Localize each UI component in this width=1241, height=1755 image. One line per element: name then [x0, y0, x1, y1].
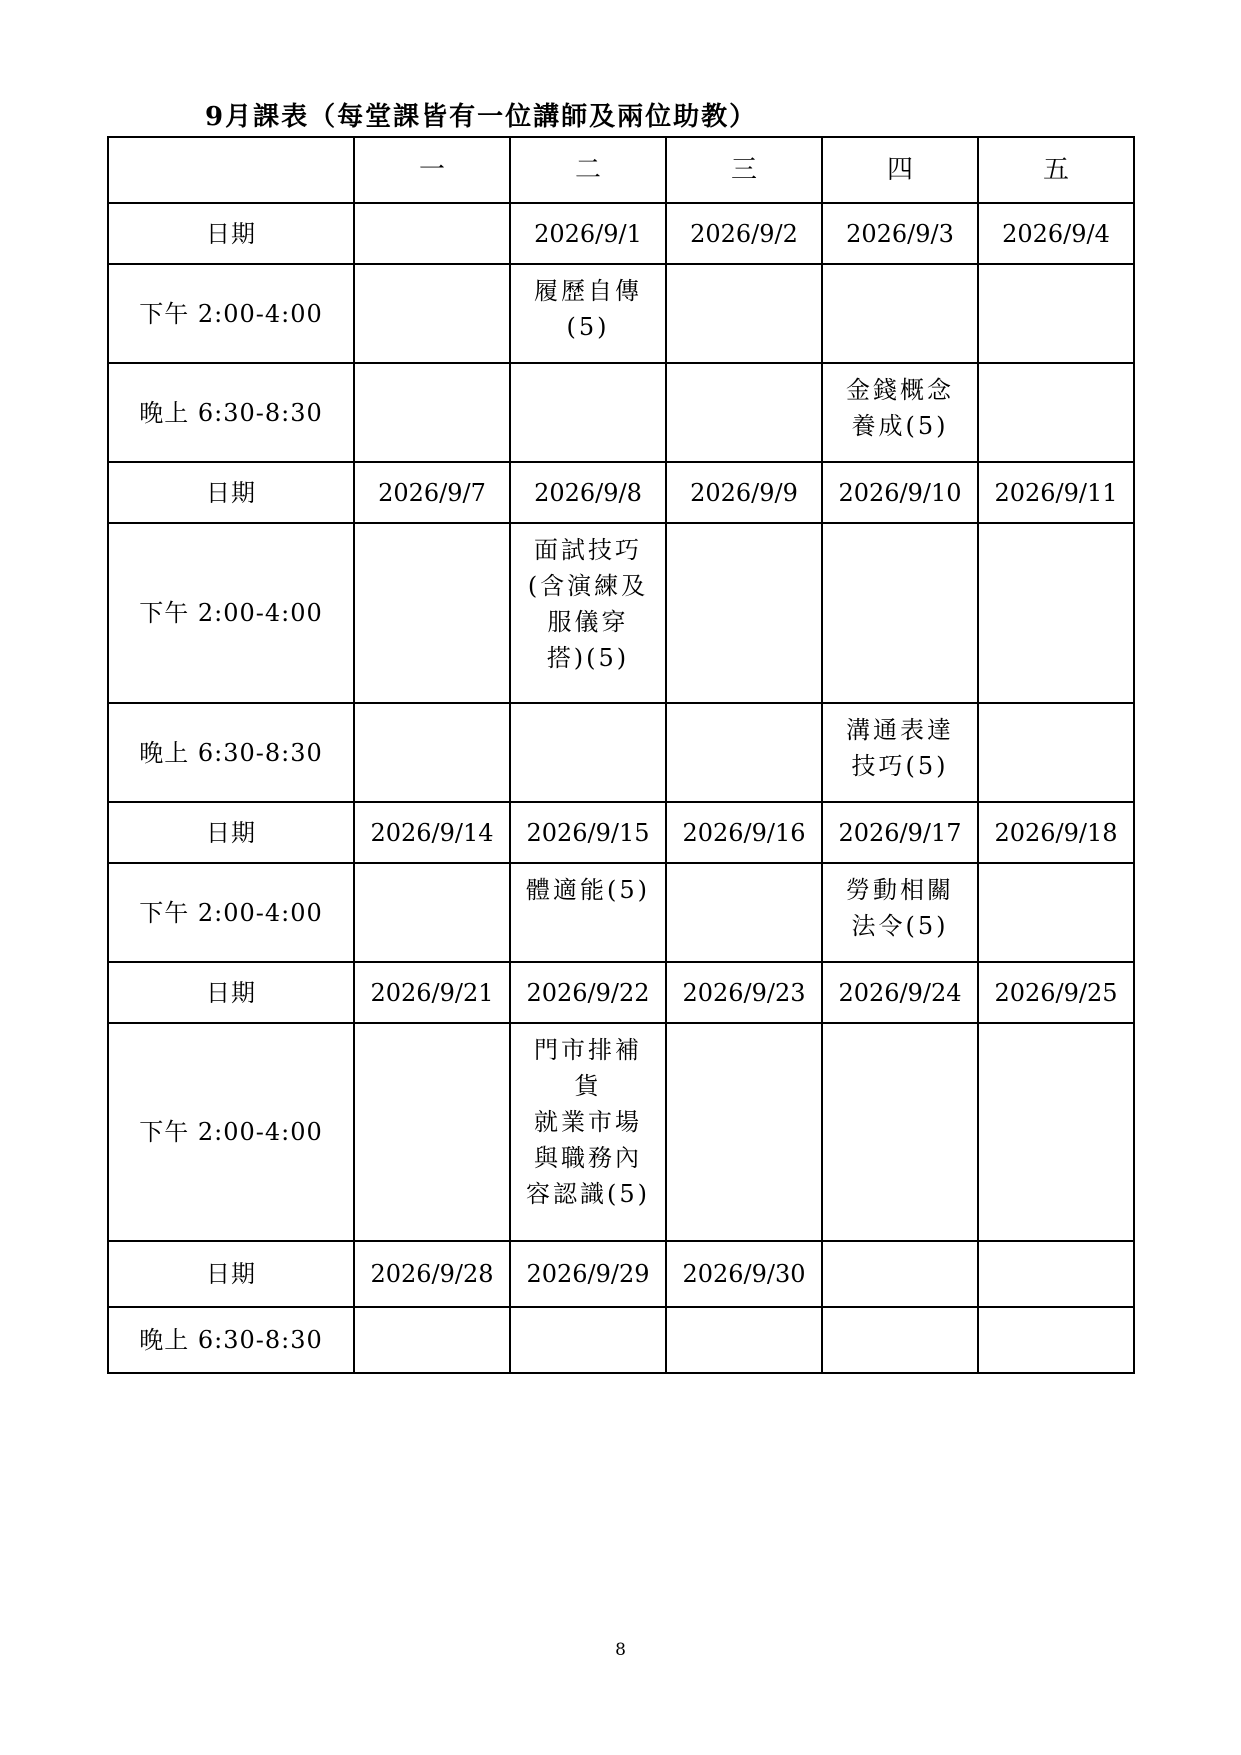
weekday-mon: 一: [354, 137, 510, 203]
date-label-cell: 日期: [108, 802, 354, 863]
course-cell: [822, 264, 978, 363]
date-cell: [354, 962, 510, 1023]
date-text: 2026/9/10: [838, 478, 962, 507]
date-text: 2026/9/21: [370, 978, 494, 1007]
date-text: 2026/9/14: [370, 818, 494, 847]
session-row: [108, 863, 1134, 962]
date-label-cell: 日期: [108, 962, 354, 1023]
course-cell: [666, 1023, 822, 1241]
date-text: 2026/9/29: [526, 1260, 650, 1288]
course-cell: [510, 264, 666, 363]
course-cell: [510, 1307, 666, 1373]
date-text: 2026/9/3: [846, 219, 954, 248]
time-slot-label: 下午 2:00-4:00: [108, 1023, 354, 1241]
session-row: [108, 363, 1134, 462]
date-cell: [666, 802, 822, 863]
course-text: 門市排補 貨 就業市場 與職務內 容認識(5): [526, 1036, 650, 1208]
date-text: 2026/9/16: [682, 818, 806, 847]
date-cell: [354, 1241, 510, 1307]
date-cell: [978, 962, 1134, 1023]
date-text: 2026/9/11: [994, 478, 1118, 507]
date-text: 2026/9/25: [994, 978, 1118, 1007]
date-cell: [510, 1241, 666, 1307]
course-cell: [510, 1023, 666, 1241]
session-row: [108, 264, 1134, 363]
date-text: 2026/9/7: [378, 478, 486, 507]
course-cell: [666, 264, 822, 363]
course-text: 履歷自傳 (5): [534, 277, 642, 341]
time-slot-label: 下午 2:00-4:00: [108, 863, 354, 962]
date-cell: [510, 203, 666, 264]
date-cell: [978, 203, 1134, 264]
course-cell: [822, 703, 978, 802]
course-cell: [510, 703, 666, 802]
date-row: [108, 462, 1134, 523]
date-text: 2026/9/1: [534, 219, 642, 248]
date-cell: [822, 1241, 978, 1307]
session-row: [108, 703, 1134, 802]
course-text: 體適能(5): [526, 876, 650, 904]
weekday-fri: 五: [978, 137, 1134, 203]
session-row: [108, 523, 1134, 703]
date-cell: [666, 462, 822, 523]
course-cell: [978, 264, 1134, 363]
date-text: 2026/9/18: [994, 818, 1118, 847]
course-cell: [822, 363, 978, 462]
date-cell: [822, 802, 978, 863]
course-cell: [510, 363, 666, 462]
date-text: 2026/9/2: [690, 219, 798, 248]
course-cell: [510, 863, 666, 962]
date-cell: [510, 462, 666, 523]
course-cell: [978, 863, 1134, 962]
date-label-cell: 日期: [108, 462, 354, 523]
date-cell: [822, 462, 978, 523]
course-cell: [354, 523, 510, 703]
date-text: 2026/9/24: [838, 978, 962, 1007]
date-text: 2026/9/17: [838, 818, 962, 847]
date-row: [108, 802, 1134, 863]
date-text: 2026/9/28: [370, 1260, 494, 1288]
course-cell: [978, 1023, 1134, 1241]
date-text: 2026/9/9: [690, 478, 798, 507]
date-row: [108, 962, 1134, 1023]
page-number: 8: [615, 1640, 626, 1660]
date-text: 2026/9/22: [526, 978, 650, 1007]
date-cell: [510, 962, 666, 1023]
date-row: [108, 203, 1134, 264]
header-corner-cell: [108, 137, 354, 203]
time-slot-label: 晚上 6:30-8:30: [108, 363, 354, 462]
course-cell: [666, 363, 822, 462]
weekday-wed: 三: [666, 137, 822, 203]
date-cell: [822, 962, 978, 1023]
course-cell: [354, 1023, 510, 1241]
course-text: 溝通表達 技巧(5): [846, 716, 954, 780]
date-label-cell: 日期: [108, 203, 354, 264]
course-cell: [666, 523, 822, 703]
date-text: 2026/9/4: [1002, 219, 1110, 248]
course-cell: [822, 863, 978, 962]
date-text: 2026/9/15: [526, 818, 650, 847]
date-text: 2026/9/23: [682, 978, 806, 1007]
course-cell: [978, 703, 1134, 802]
date-cell: [354, 462, 510, 523]
time-slot-label: 晚上 6:30-8:30: [108, 703, 354, 802]
date-cell: [666, 1241, 822, 1307]
time-slot-label: 下午 2:00-4:00: [108, 523, 354, 703]
date-cell: [354, 203, 510, 264]
date-cell: [666, 203, 822, 264]
date-cell: [666, 962, 822, 1023]
time-slot-label: 下午 2:00-4:00: [108, 264, 354, 363]
course-cell: [354, 863, 510, 962]
weekday-thu: 四: [822, 137, 978, 203]
course-cell: [822, 1307, 978, 1373]
course-cell: [354, 363, 510, 462]
course-cell: [822, 523, 978, 703]
course-cell: [978, 1307, 1134, 1373]
course-text: 面試技巧 (含演練及 服儀穿 搭)(5): [527, 536, 649, 672]
course-cell: [666, 703, 822, 802]
session-row: [108, 1023, 1134, 1241]
schedule-table: [107, 136, 1135, 1374]
course-cell: [822, 1023, 978, 1241]
weekday-header-row: [108, 137, 1134, 203]
page-title: 9月課表（每堂課皆有一位講師及兩位助教）: [205, 102, 758, 132]
course-cell: [354, 264, 510, 363]
course-cell: [666, 863, 822, 962]
date-cell: [510, 802, 666, 863]
course-cell: [354, 703, 510, 802]
date-text: 2026/9/30: [682, 1260, 806, 1288]
date-text: 2026/9/8: [534, 478, 642, 507]
date-cell: [822, 203, 978, 264]
weekday-tue: 二: [510, 137, 666, 203]
session-row: [108, 1307, 1134, 1373]
time-slot-label: 晚上 6:30-8:30: [108, 1307, 354, 1373]
course-text: 勞動相關 法令(5): [846, 876, 954, 940]
date-cell: [978, 802, 1134, 863]
date-row: [108, 1241, 1134, 1307]
date-cell: [978, 462, 1134, 523]
date-label-cell: 日期: [108, 1241, 354, 1307]
course-cell: [354, 1307, 510, 1373]
course-cell: [978, 523, 1134, 703]
course-cell: [510, 523, 666, 703]
course-text: 金錢概念 養成(5): [846, 376, 954, 440]
date-cell: [978, 1241, 1134, 1307]
course-cell: [666, 1307, 822, 1373]
date-cell: [354, 802, 510, 863]
course-cell: [978, 363, 1134, 462]
